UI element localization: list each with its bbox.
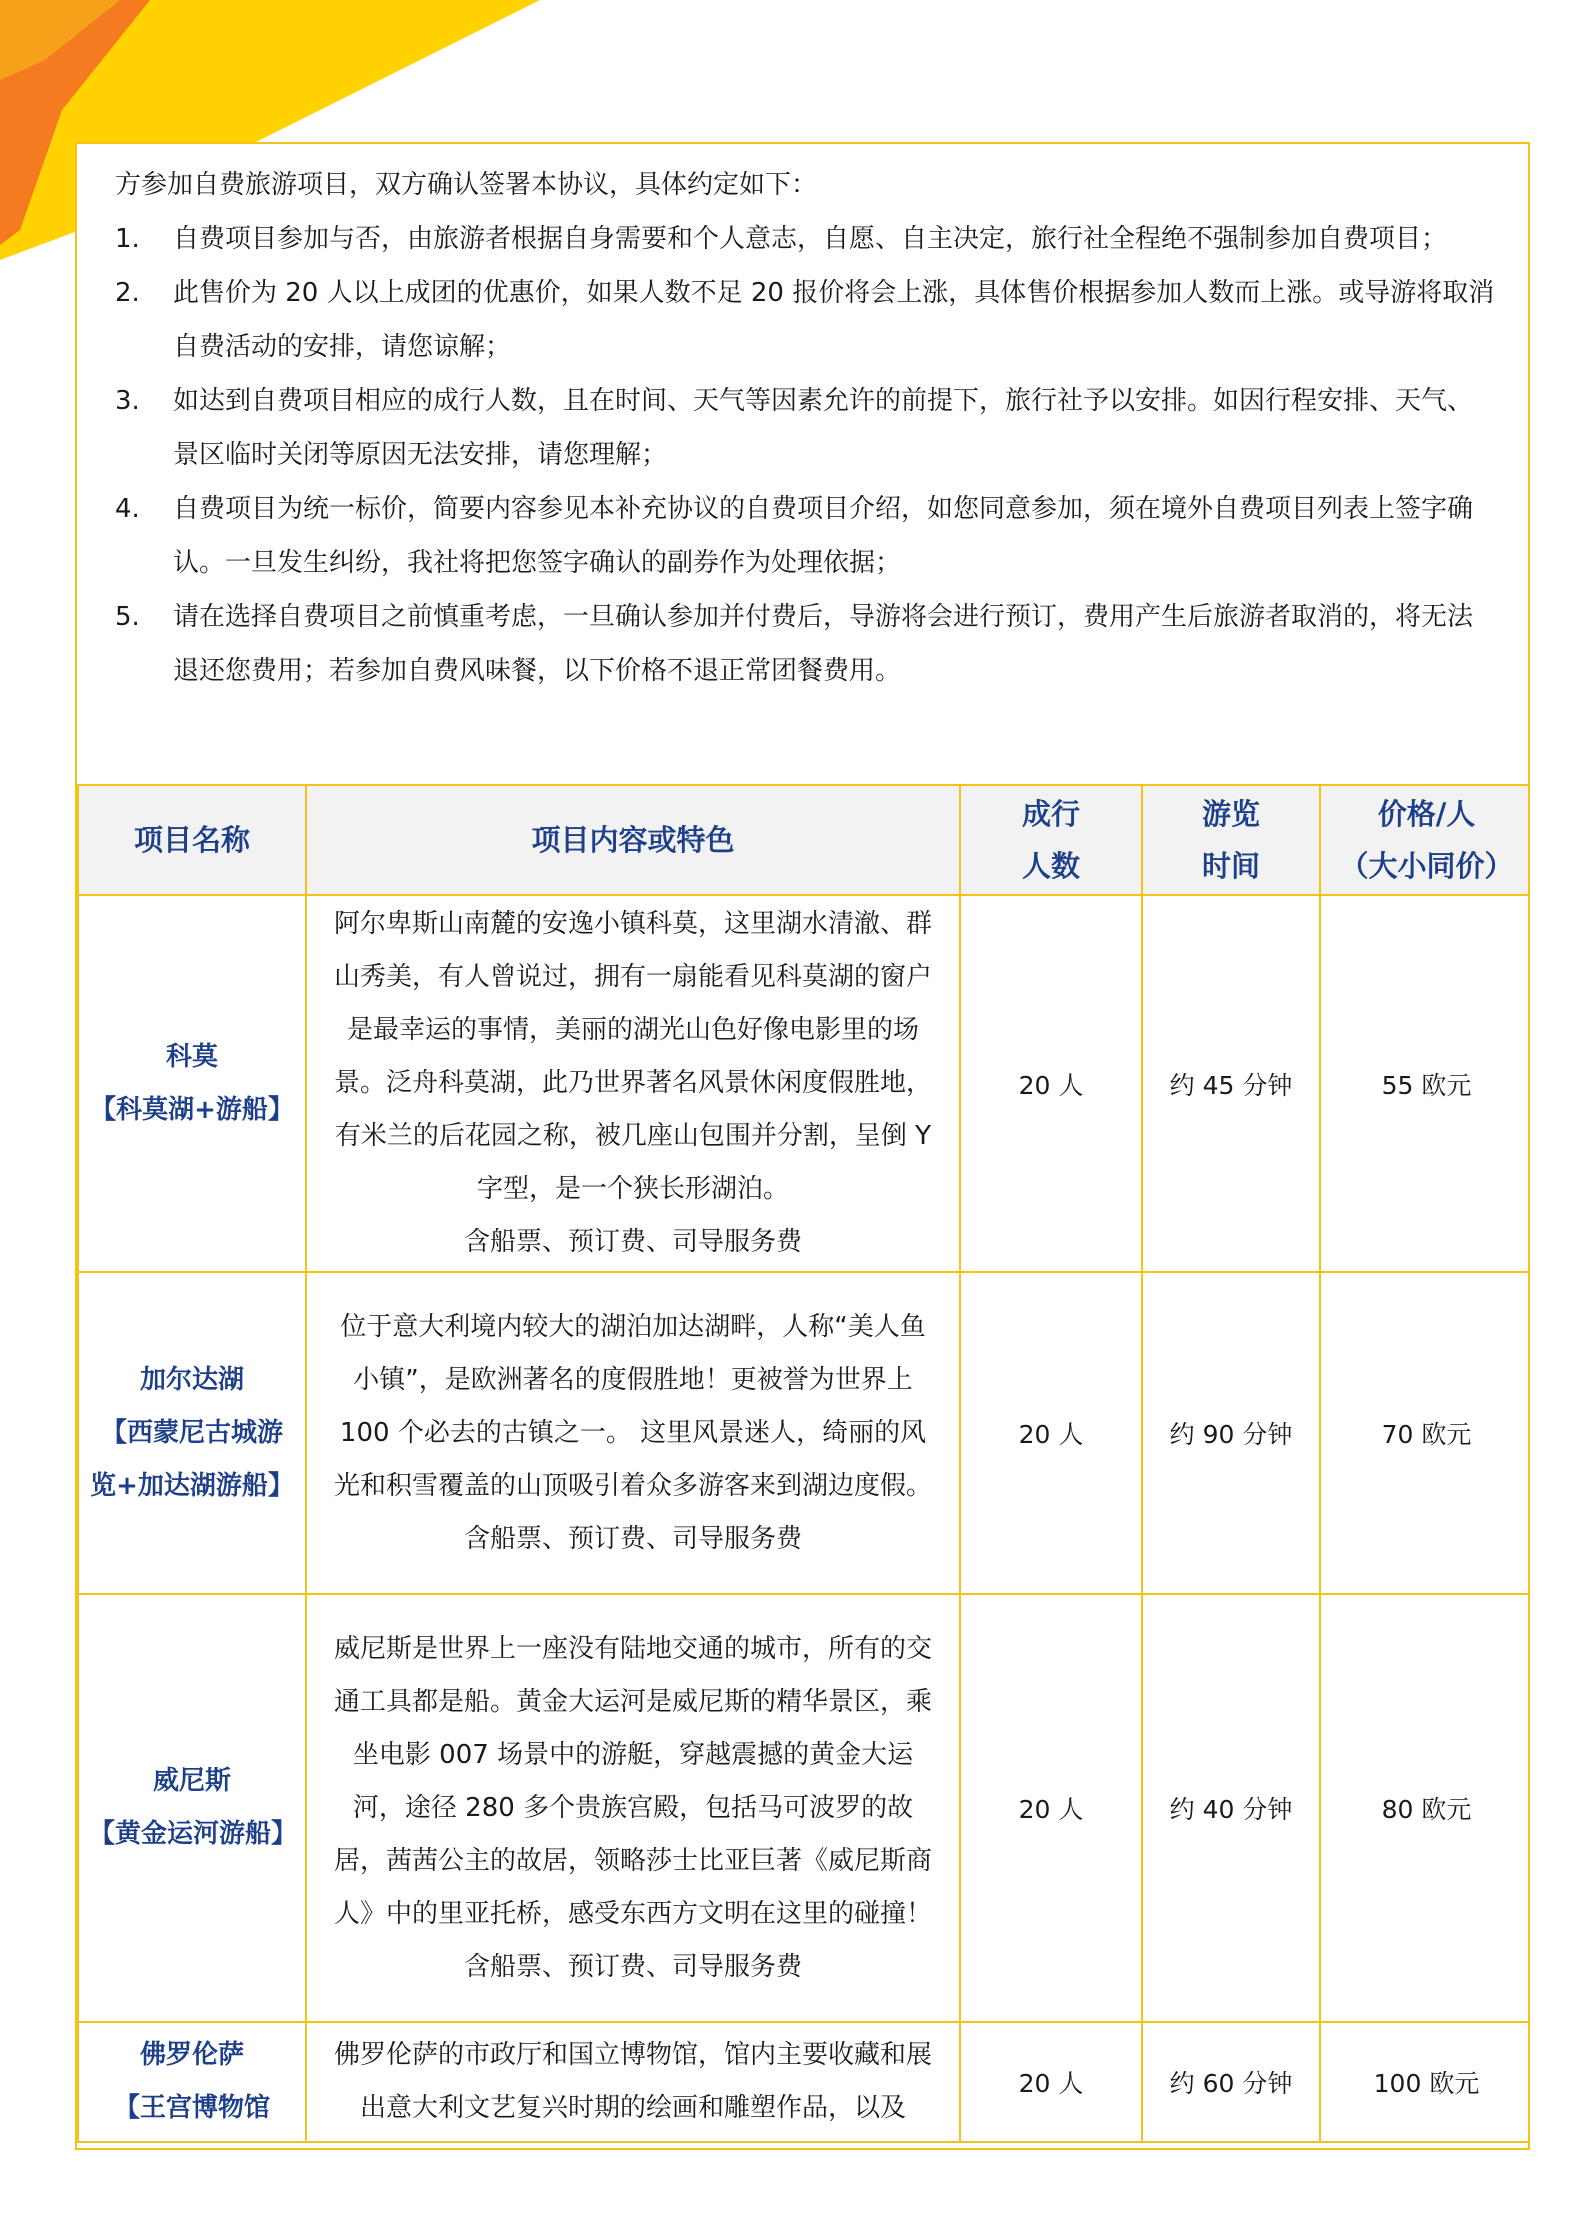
- row-people: 20 人: [960, 1594, 1142, 2022]
- term-item: [115, 482, 1498, 590]
- header-people: 成行 人数: [960, 785, 1142, 895]
- terms-list: [115, 212, 1498, 698]
- header-price: 价格/人 （大小同价）: [1320, 785, 1530, 895]
- row-name: 加尔达湖 【西蒙尼古城游览+加达湖游船】: [78, 1272, 306, 1594]
- term-number: 4.: [115, 494, 140, 524]
- term-number: 2.: [115, 278, 140, 308]
- term-text: 自费项目为统一标价，简要内容参见本补充协议的自费项目介绍，如您同意参加，须在境外自费项目列表上签字确认。一旦发生纠纷，我社将把您签字确认的副券作为处理依据；: [173, 494, 1474, 578]
- row-desc: 佛罗伦萨的市政厅和国立博物馆，馆内主要收藏和展出意大利文艺复兴时期的绘画和雕塑作品，以及: [306, 2022, 960, 2142]
- row-name: 威尼斯 【黄金运河游船】: [78, 1594, 306, 2022]
- term-number: 5.: [115, 602, 140, 632]
- term-number: 1.: [115, 224, 140, 254]
- row-fee: 含船票、预订费、司导服务费: [463, 1523, 802, 1554]
- row-time: 约 60 分钟: [1142, 2022, 1320, 2142]
- row-name: 科莫 【科莫湖+游船】: [78, 895, 306, 1272]
- table-header-row: [78, 785, 1530, 895]
- term-number: 3.: [115, 386, 140, 416]
- table-row: [78, 895, 1530, 1272]
- row-desc: 阿尔卑斯山南麓的安逸小镇科莫，这里湖水清澈、群山秀美，有人曾说过，拥有一扇能看见科莫湖的窗户是最幸运的事情，美丽的湖光山色好像电影里的场景。泛舟科莫湖，此乃世界著名风景休闲度假胜地，有米兰的后花园之称，被几座山包围并分割，呈倒 Y 字型，是一个狭长形湖泊。 含船票、预订费、司导服务费: [306, 895, 960, 1272]
- row-price: 80 欧元: [1320, 1594, 1530, 2022]
- row-people: 20 人: [960, 2022, 1142, 2142]
- row-time: 约 90 分钟: [1142, 1272, 1320, 1594]
- row-time: 约 45 分钟: [1142, 895, 1320, 1272]
- header-name: 项目名称: [78, 785, 306, 895]
- row-price: 55 欧元: [1320, 895, 1530, 1272]
- term-text: 自费项目参加与否，由旅游者根据自身需要和个人意志，自愿、自主决定，旅行社全程绝不强制参加自费项目；: [173, 224, 1448, 254]
- table-row: [78, 1272, 1530, 1594]
- term-item: [115, 374, 1498, 482]
- term-item: [115, 590, 1498, 698]
- term-text: 此售价为 20 人以上成团的优惠价，如果人数不足 20 报价将会上涨，具体售价根据参加人数而上涨。或导游将取消自费活动的安排，请您谅解；: [173, 278, 1495, 362]
- intro-section: [77, 144, 1528, 784]
- row-desc: 位于意大利境内较大的湖泊加达湖畔，人称“美人鱼小镇”，是欧洲著名的度假胜地！更被誉为世界上 100 个必去的古镇之一。 这里风景迷人，绮丽的风光和积雪覆盖的山顶吸引着众多游客来到湖边度假。 含船票、预订费、司导服务费: [306, 1272, 960, 1594]
- row-fee: 含船票、预订费、司导服务费: [463, 1227, 802, 1257]
- term-item: [115, 266, 1498, 374]
- header-time: 游览 时间: [1142, 785, 1320, 895]
- header-content: 项目内容或特色: [306, 785, 960, 895]
- row-price: 100 欧元: [1320, 2022, 1530, 2142]
- row-desc: 威尼斯是世界上一座没有陆地交通的城市，所有的交通工具都是船。黄金大运河是威尼斯的精华景区，乘坐电影 007 场景中的游艇，穿越震撼的黄金大运河，途径 280 多个贵族宫殿，包括马可波罗的故居，茜茜公主的故居，领略莎士比亚巨著《威尼斯商人》中的里亚托桥，感受东西方文明在这里的碰撞！ 含船票、预订费、司导服务费: [306, 1594, 960, 2022]
- term-item: [115, 212, 1498, 266]
- row-people: 20 人: [960, 895, 1142, 1272]
- row-time: 约 40 分钟: [1142, 1594, 1320, 2022]
- optional-tours-table: [77, 784, 1530, 2143]
- agreement-frame: [75, 142, 1530, 2150]
- row-fee: 含船票、预订费、司导服务费: [463, 1951, 802, 1982]
- intro-lead: 方参加自费旅游项目，双方确认签署本协议，具体约定如下：: [115, 170, 818, 200]
- row-people: 20 人: [960, 1272, 1142, 1594]
- row-price: 70 欧元: [1320, 1272, 1530, 1594]
- term-text: 如达到自费项目相应的成行人数，且在时间、天气等因素允许的前提下，旅行社予以安排。如因行程安排、天气、景区临时关闭等原因无法安排，请您理解；: [173, 386, 1474, 470]
- table-row: [78, 2022, 1530, 2142]
- row-name: 佛罗伦萨 【王宫博物馆: [78, 2022, 306, 2142]
- term-text: 请在选择自费项目之前慎重考虑，一旦确认参加并付费后，导游将会进行预订，费用产生后旅游者取消的，将无法退还您费用；若参加自费风味餐，以下价格不退正常团餐费用。: [173, 602, 1474, 686]
- table-row: [78, 1594, 1530, 2022]
